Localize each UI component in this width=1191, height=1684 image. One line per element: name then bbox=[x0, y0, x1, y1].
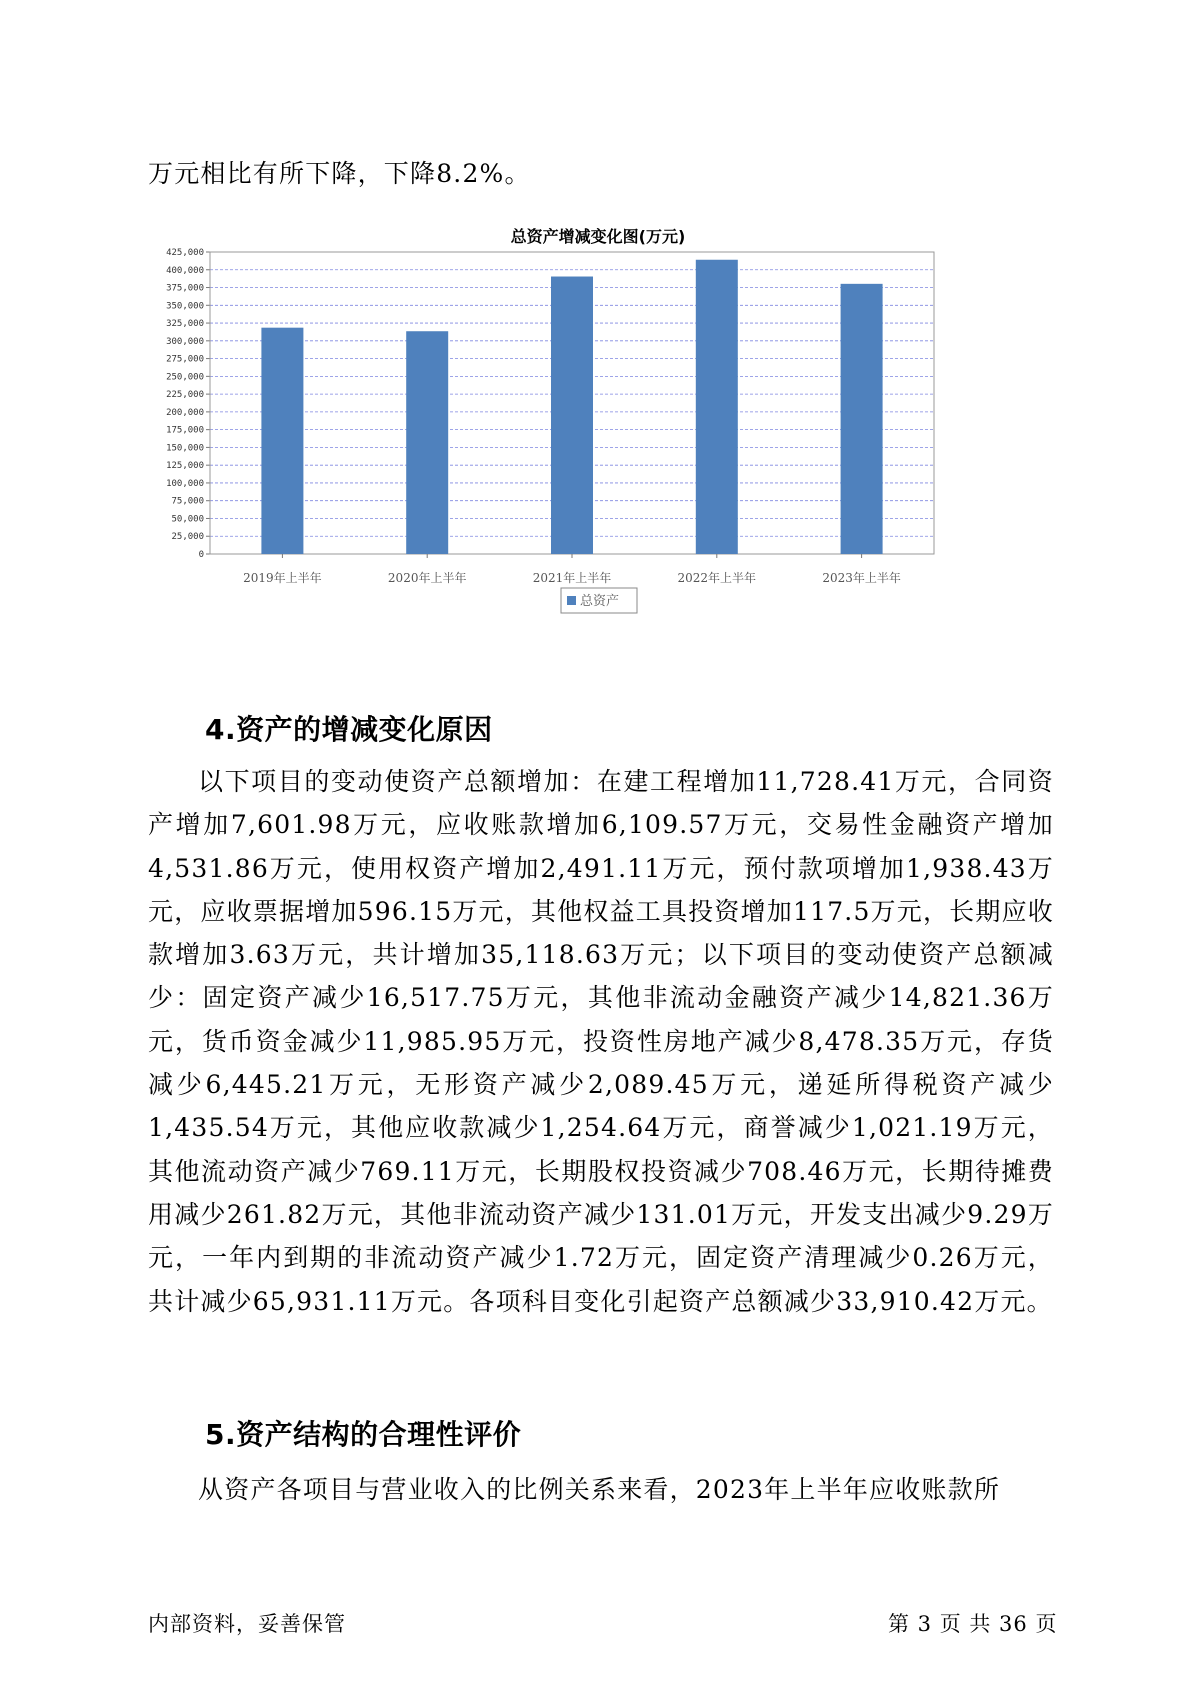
y-tick-label: 200,000 bbox=[166, 407, 204, 418]
legend-swatch bbox=[567, 596, 576, 605]
x-tick-label: 2020年上半年 bbox=[387, 571, 467, 585]
chart-legend bbox=[561, 588, 637, 613]
bar-1 bbox=[261, 328, 303, 554]
chart-title: 总资产增减变化图(万元) bbox=[510, 227, 686, 246]
y-tick-label: 400,000 bbox=[166, 265, 204, 276]
y-tick-label: 150,000 bbox=[166, 443, 204, 454]
y-tick-label: 350,000 bbox=[166, 301, 204, 312]
chart-bars bbox=[261, 260, 882, 554]
section-4-body: 以下项目的变动使资产总额增加：在建工程增加11,728.41万元，合同资产增加7,601.98万元，应收账款增加6,109.57万元，交易性金融资产增加4,531.86万元，使用权资产增加2,491.11万元，预付款项增加1,938.43万元，应收票据增加596.15万元，其他权益工具投资增加117.5万元，长期应收款增加3.63万元，共计增加35,118.63万元；以下项目的变动使资产总额减少：固定资产减少16,517.75万元，其他非流动金融资产减少14,821.36万元，货币资金减少11,985.95万元，投资性房地产减少8,478.35万元，存货减少6,445.21万元，无形资产减少2,089.45万元，递延所得税资产减少1,435.54万元，其他应收款减少1,254.64万元，商誉减少1,021.19万元，其他流动资产减少769.11万元，长期股权投资减少708.46万元，长期待摊费用减少261.82万元，其他非流动资产减少131.01万元，开发支出减少9.29万元，一年内到期的非流动资产减少1.72万元，固定资产清理减少0.26万元，共计减少65,931.11万元。各项科目变化引起资产总额减少33,910.42万元。 bbox=[148, 767, 1054, 1316]
bar-4 bbox=[696, 260, 738, 554]
section-5-body: 从资产各项目与营业收入的比例关系来看，2023年上半年应收账款所 bbox=[198, 1475, 1001, 1504]
y-tick-label: 175,000 bbox=[166, 425, 204, 436]
section-4-heading: 4.资产的增减变化原因 bbox=[205, 713, 493, 746]
y-tick-label: 325,000 bbox=[166, 319, 204, 330]
y-tick-label: 300,000 bbox=[166, 336, 204, 347]
footer-note: 内部资料，妥善保管 bbox=[148, 1612, 346, 1636]
y-tick-label: 50,000 bbox=[171, 514, 204, 525]
x-tick-label: 2021年上半年 bbox=[532, 571, 612, 585]
bar-3 bbox=[551, 277, 593, 554]
bar-2 bbox=[406, 331, 448, 554]
y-tick-label: 125,000 bbox=[166, 461, 204, 472]
bar-5 bbox=[841, 284, 883, 554]
y-tick-label: 0 bbox=[198, 550, 204, 560]
y-tick-label: 225,000 bbox=[166, 390, 204, 401]
y-tick-label: 25,000 bbox=[171, 532, 204, 543]
section-5-heading: 5.资产结构的合理性评价 bbox=[205, 1418, 522, 1451]
x-tick-label: 2023年上半年 bbox=[822, 571, 901, 585]
y-tick-label: 275,000 bbox=[166, 354, 204, 365]
y-tick-label: 375,000 bbox=[166, 283, 204, 294]
page-number: 第 3 页 共 36 页 bbox=[888, 1612, 1058, 1636]
y-tick-label: 425,000 bbox=[166, 248, 204, 258]
x-tick-label: 2019年上半年 bbox=[243, 571, 322, 585]
y-tick-label: 250,000 bbox=[166, 372, 204, 383]
total-assets-bar-chart bbox=[148, 222, 1048, 682]
lead-paragraph: 万元相比有所下降，下降8.2%。 bbox=[148, 159, 531, 188]
y-tick-label: 100,000 bbox=[166, 478, 204, 489]
legend-label: 总资产 bbox=[580, 594, 620, 609]
y-tick-label: 75,000 bbox=[171, 496, 204, 507]
x-tick-label: 2022年上半年 bbox=[677, 571, 757, 585]
